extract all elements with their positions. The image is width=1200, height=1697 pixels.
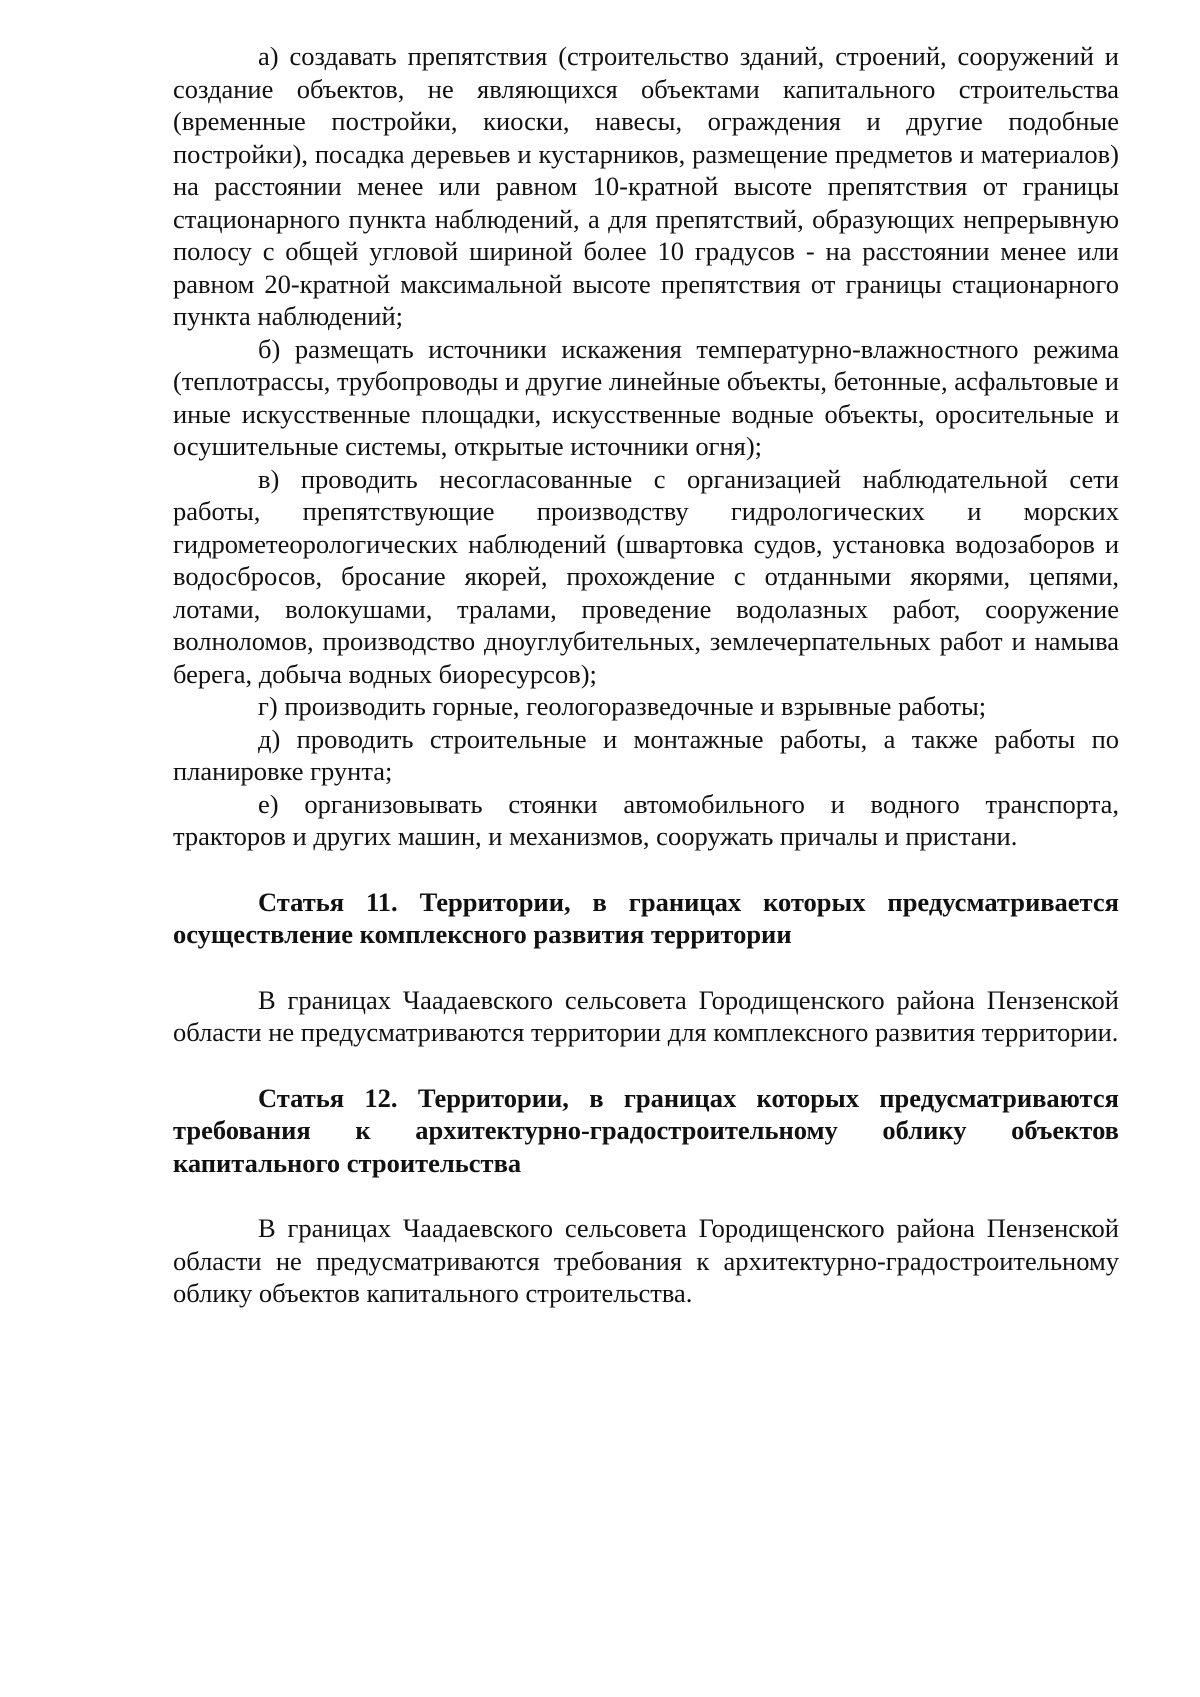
article-11-body: В границах Чаадаевского сельсовета Городищенского района Пензенской области не предусматриваются территории для комплексного развития территории.	[173, 984, 1119, 1047]
spacer	[173, 1179, 1119, 1212]
paragraph-item-v: в) проводить несогласованные с организацией наблюдательной сети работы, препятствующие производству гидрологических и морских гидрометеорологических наблюдений (швартовка судов, установка водозаборов и водосбросов, бросание якорей, прохождение с отданными якорями, цепями, лотами, волокушами, тралами, проведение водолазных работ, сооружение волноломов, производство дноуглубительных, землечерпательных работ и намыва берега, добыча водных биоресурсов);	[173, 463, 1119, 689]
document-page	[173, 40, 1119, 1310]
paragraph-item-d: д) проводить строительные и монтажные работы, а также работы по планировке грунта;	[173, 723, 1119, 786]
spacer	[173, 853, 1119, 886]
article-12-body: В границах Чаадаевского сельсовета Городищенского района Пензенской области не предусматриваются требования к архитектурно-градостроительному облику объектов капитального строительства.	[173, 1213, 1119, 1308]
paragraph-item-a: а) создавать препятствия (строительство зданий, строений, сооружений и создание объектов, не являющихся объектами капитального строительства (временные постройки, киоски, навесы, ограждения и другие подобные постройки), посадка деревьев и кустарников, размещение предметов и материалов) на расстоянии менее или равном 10-кратной высоте препятствия от границы стационарного пункта наблюдений, а для препятствий, образующих непрерывную полосу с общей угловой шириной более 10 градусов - на расстоянии менее или равном 20-кратной максимальной высоте препятствия от границы стационарного пункта наблюдений;	[173, 41, 1119, 331]
spacer	[173, 1049, 1119, 1082]
paragraph-item-e: е) организовывать стоянки автомобильного и водного транспорта, тракторов и других машин, и механизмов, сооружать причалы и пристани.	[173, 788, 1119, 851]
spacer	[173, 951, 1119, 984]
article-12-heading: Статья 12. Территории, в границах которых предусматриваются требования к архитектурно-градостроительному облику объектов капитального строительства	[173, 1082, 1119, 1178]
paragraph-item-b: б) размещать источники искажения температурно-влажностного режима (теплотрассы, трубопроводы и другие линейные объекты, бетонные, асфальтовые и иные искусственные площадки, искусственные водные объекты, оросительные и осушительные системы, открытые источники огня);	[173, 333, 1119, 461]
article-11-heading: Статья 11. Территории, в границах которых предусматривается осуществление комплексного развития территории	[173, 886, 1119, 949]
paragraph-item-g: г) производить горные, геологоразведочные и взрывные работы;	[258, 691, 987, 721]
